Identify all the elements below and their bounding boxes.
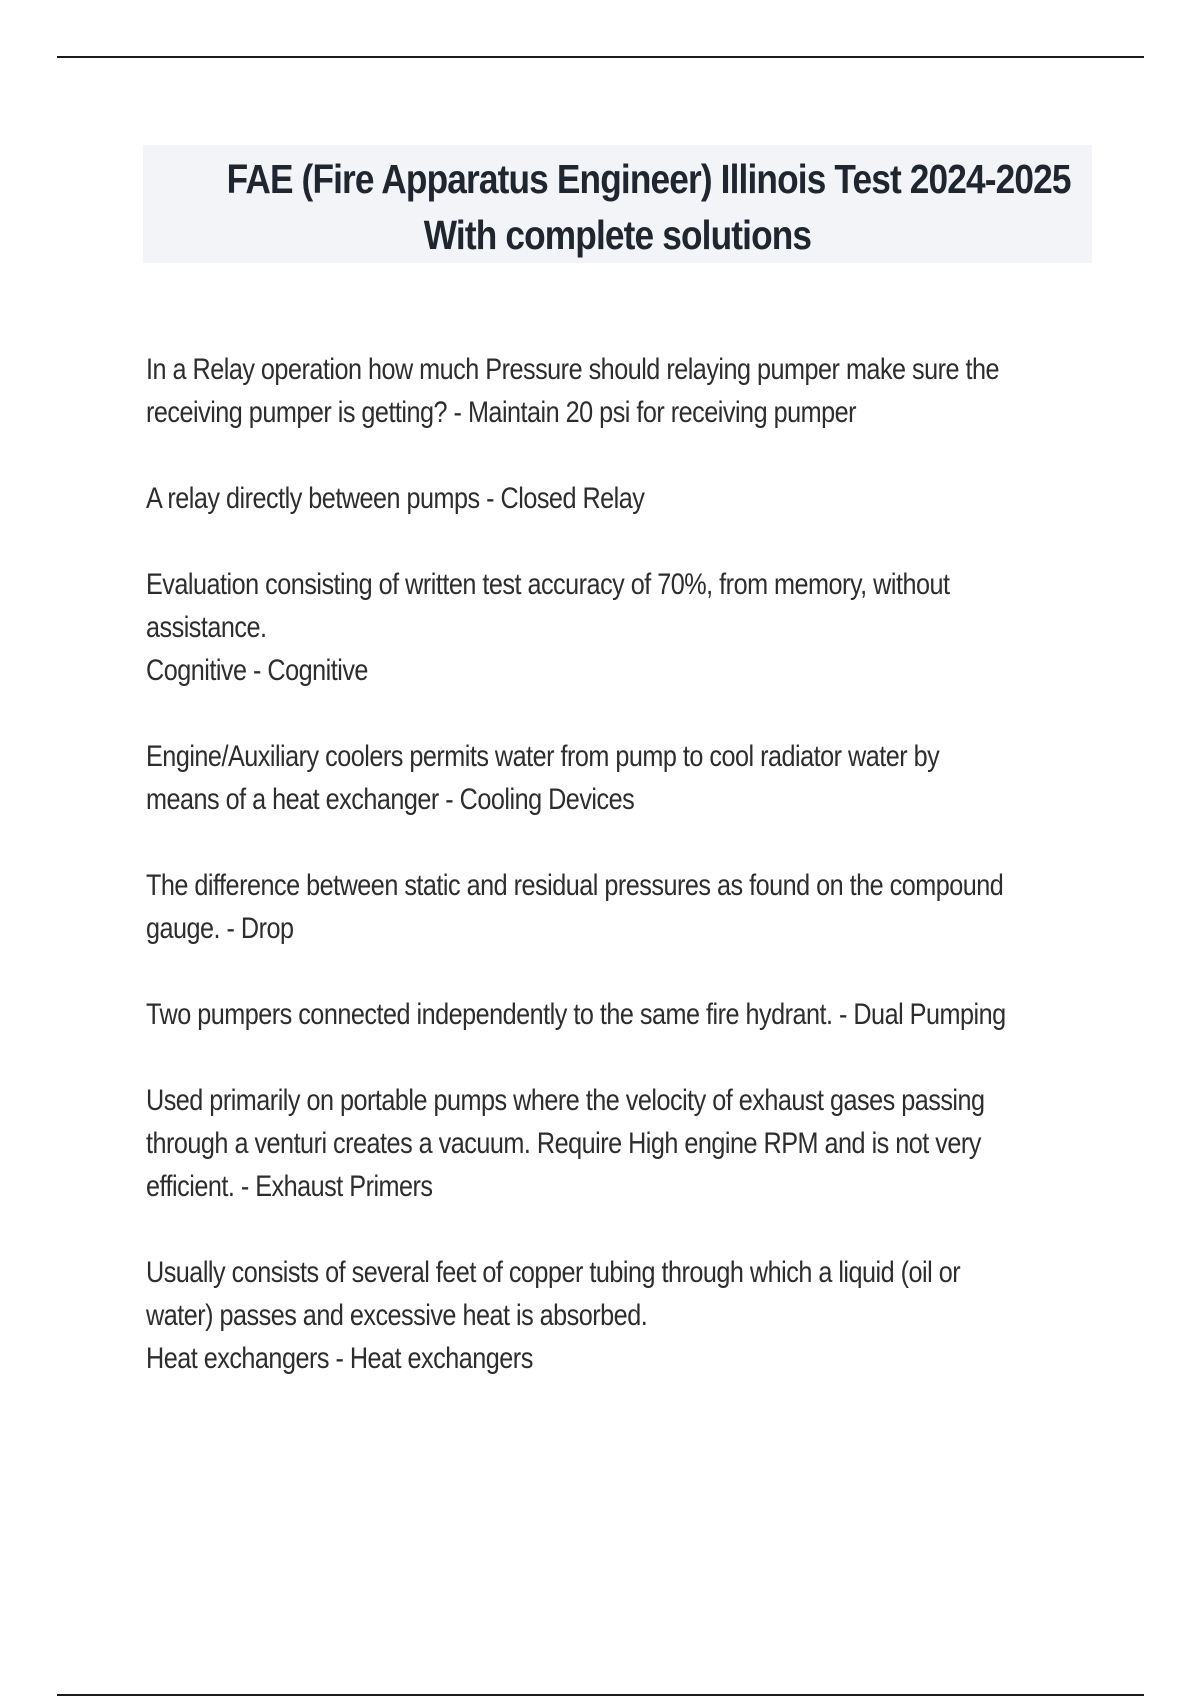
- document-title-line-2: With complete solutions: [423, 212, 812, 258]
- title-block: [143, 145, 1092, 263]
- document-title-line-1: FAE (Fire Apparatus Engineer) Illinois Test 2024-2025: [226, 156, 1071, 202]
- qa-item-6: Two pumpers connected independently to the same fire hydrant. - Dual Pumping: [146, 998, 1006, 1031]
- qa-item-5: The difference between static and residual pressures as found on the compound gauge. - Drop: [146, 869, 1004, 945]
- header-rule: [57, 56, 1144, 58]
- qa-item-4: Engine/Auxiliary coolers permits water from pump to cool radiator water by means of a heat exchanger - Cooling Devices: [146, 740, 940, 816]
- qa-item-7: Used primarily on portable pumps where the velocity of exhaust gases passing through a venturi creates a vacuum. Require High engine RPM and is not very efficient. - Exhaust Primers: [146, 1084, 985, 1203]
- qa-item-3: Evaluation consisting of written test accuracy of 70%, from memory, without assistance. Cognitive - Cognitive: [146, 568, 950, 687]
- qa-item-1: In a Relay operation how much Pressure should relaying pumper make sure the receiving pumper is getting? - Maintain 20 psi for receiving pumper: [146, 353, 1000, 429]
- question-list: [146, 348, 1106, 1423]
- qa-item-8: Usually consists of several feet of copper tubing through which a liquid (oil or water) passes and excessive heat is absorbed. Heat exchangers - Heat exchangers: [146, 1256, 961, 1375]
- footer-rule: [57, 1694, 1144, 1696]
- qa-item-2: A relay directly between pumps - Closed Relay: [146, 482, 645, 515]
